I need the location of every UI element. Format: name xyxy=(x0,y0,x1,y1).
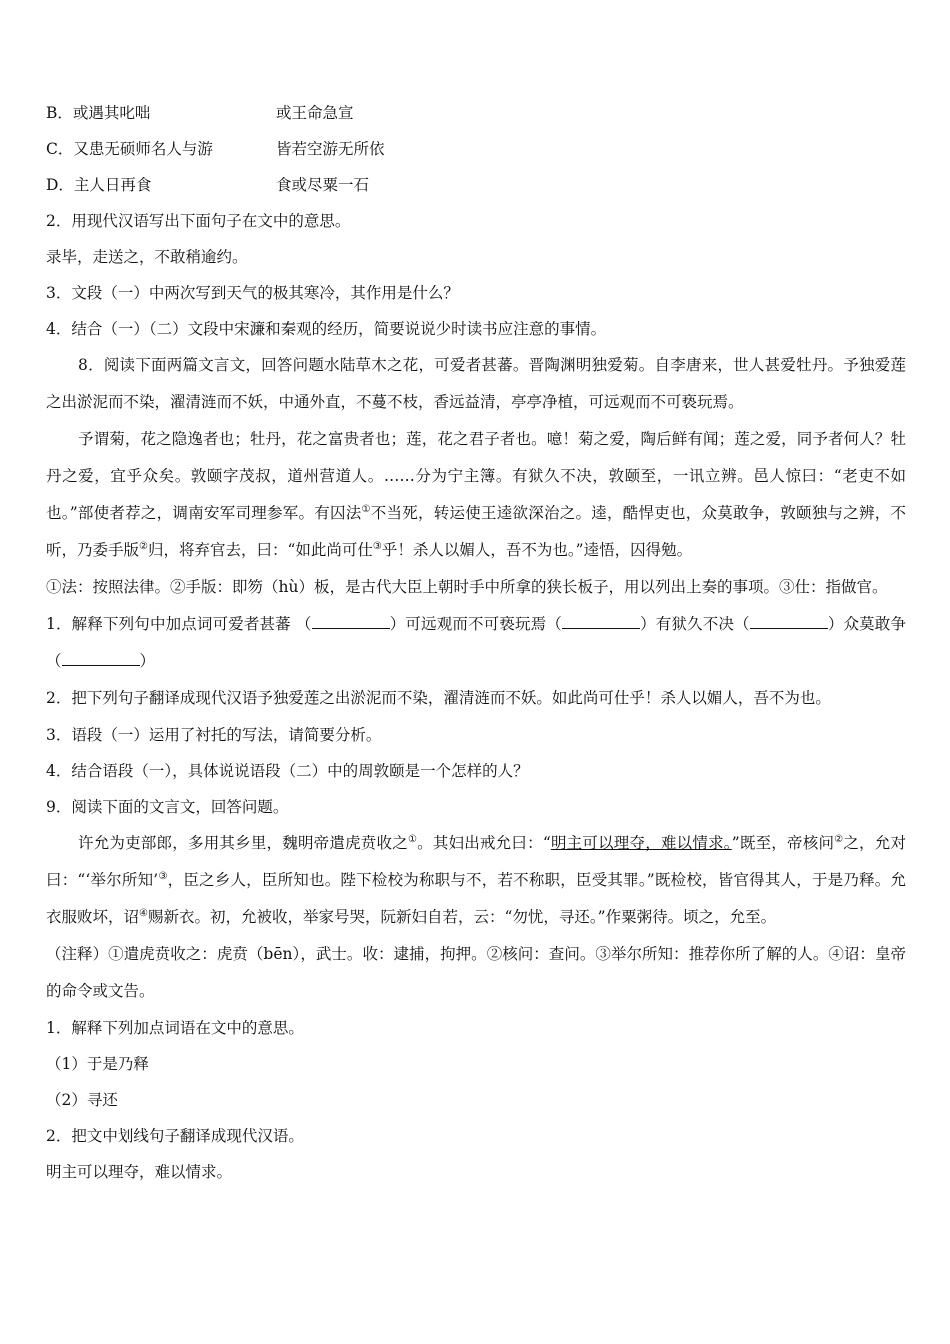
q9-question-1: 1．解释下列加点词语在文中的意思。 xyxy=(46,1019,304,1037)
q8-question-1 xyxy=(46,606,906,680)
answer-blank-3[interactable] xyxy=(750,612,828,629)
q9-question-1-item-1: （1）于是乃释 xyxy=(46,1055,149,1073)
option-c-compare: 皆若空游无所依 xyxy=(276,140,385,158)
q9-passage-part-d: 之，允对曰：“‘举尔所知’ xyxy=(46,834,906,889)
option-b-compare: 或王命急宣 xyxy=(276,104,354,122)
answer-blank-4[interactable] xyxy=(62,649,140,666)
q8-passage-2-part-b: 不当死，转运使王逵欲深治之。逵，酷悍吏也，众莫敢争，敦颐独与之辨，不听，乃委手版 xyxy=(46,504,906,559)
q9-notes: （注释）①遣虎贲收之：虎贲（bēn），武士。收：逮捕，拘押。②核问：查问。③举尔所知：推荐你所了解的人。④诏：皇帝的命令或文告。 xyxy=(46,945,906,1000)
q7-question-2-sentence: 录毕，走送之，不敢稍逾约。 xyxy=(46,248,248,266)
q9-question-1-item-2: （2）寻还 xyxy=(46,1091,118,1109)
q7-question-3: 3．文段（一）中两次写到天气的极其寒冷，其作用是什么？ xyxy=(46,284,459,302)
q7-question-2: 2．用现代汉语写出下面句子在文中的意思。 xyxy=(46,212,351,230)
footnote-marker-3: ③ xyxy=(372,540,382,552)
q8-question-4: 4．结合语段（一），具体说说语段（二）中的周敦颐是一个怎样的人？ xyxy=(46,762,529,780)
q9-intro: 9．阅读下面的文言文，回答问题。 xyxy=(46,798,289,816)
q9-passage-part-c: ”既至，帝核问 xyxy=(731,834,835,852)
answer-blank-1[interactable] xyxy=(312,612,390,629)
q8-passage-2-part-a: 予谓菊，花之隐逸者也；牡丹，花之富贵者也；莲，花之君子者也。噫！菊之爱，陶后鲜有闻；莲之爱，同予者何人？牡丹之爱，宜乎众矣。敦颐字茂叔，道州营道人。……分为宁主簿。有狱久不决，敦颐至，一讯立辨。邑人惊曰：“老吏不如也。”部使者荐之，调南安军司理参军。有囚法 xyxy=(46,430,906,522)
q8-passage-2 xyxy=(46,421,906,569)
option-b xyxy=(46,95,906,131)
q8-q1-text-d: ）众莫敢争（ xyxy=(46,615,906,670)
footnote-marker-4: ④ xyxy=(139,907,148,919)
q7-question-4: 4．结合（一）（二）文段中宋濂和秦观的经历，简要说说少时读书应注意的事情。 xyxy=(46,320,607,338)
option-d-compare: 食或尽粟一石 xyxy=(276,176,370,194)
q8-question-2: 2．把下列句子翻译成现代汉语予独爱莲之出淤泥而不染，濯清涟而不妖。如此尚可仕乎！杀人以媚人，吾不为也。 xyxy=(46,689,831,707)
footnote-marker-1: ① xyxy=(361,503,371,515)
answer-blank-2[interactable] xyxy=(562,612,640,629)
q8-passage-2-part-d: 乎！杀人以媚人，吾不为也。”逵悟，囚得勉。 xyxy=(381,541,693,559)
footnote-marker-2: ② xyxy=(834,833,844,845)
footnote-marker-3: ③ xyxy=(158,870,168,882)
q9-passage-part-f: 赐新衣。初，允被收，举家号哭，阮新妇自若，云：“勿忧，寻还。”作粟粥待。顷之，允至。 xyxy=(147,908,777,926)
q9-question-2-sentence: 明主可以理夺，难以情求。 xyxy=(46,1163,233,1181)
q9-passage-part-a: 许允为吏部郎，多用其乡里，魏明帝遣虎贲收之 xyxy=(78,834,408,852)
q9-passage-part-e: ，臣之乡人，臣所知也。陛下检校为称职与不，若不称职，臣受其罪。”既检校，皆官得其人，于是乃释。允衣服败坏，诏 xyxy=(46,871,907,926)
q8-q1-text-b: ）可远观而不可亵玩焉（ xyxy=(389,615,562,633)
q8-notes: ①法：按照法律。②手版：即笏（hù）板，是古代大臣上朝时手中所拿的狭长板子，用以列出上奏的事项。③仕：指做官。 xyxy=(46,578,888,596)
q8-q1-text-c: ）有狱久不决（ xyxy=(639,615,750,633)
option-d-label: D．主人日再食 xyxy=(46,176,152,194)
option-b-label: B．或遇其叱咄 xyxy=(46,104,151,122)
option-d xyxy=(46,167,906,203)
q9-question-2: 2．把文中划线句子翻译成现代汉语。 xyxy=(46,1127,304,1145)
q9-passage-part-b: 。其妇出戒允曰：“ xyxy=(417,834,551,852)
q8-question-3: 3．语段（一）运用了衬托的写法，请简要分析。 xyxy=(46,726,382,744)
q8-intro-passage: 8．阅读下面两篇文言文，回答问题水陆草木之花，可爱者甚蕃。晋陶渊明独爱菊。自李唐来，世人甚爱牡丹。予独爱莲之出淤泥而不染，濯清涟而不妖，中通外直，不蔓不枝，香远益清，亭亭净植，可远观而不可亵玩焉。 xyxy=(46,356,906,411)
q9-passage xyxy=(46,825,906,936)
underlined-sentence: 明主可以理夺，难以情求。 xyxy=(550,834,732,852)
q8-passage-2-part-c: 归，将弃官去，曰：“如此尚可仕 xyxy=(147,541,373,559)
option-c-label: C．又患无硕师名人与游 xyxy=(46,140,213,158)
footnote-marker-2: ② xyxy=(139,540,148,552)
q8-q1-text-e: ） xyxy=(139,652,156,670)
footnote-marker-1: ① xyxy=(407,833,418,845)
option-c xyxy=(46,131,906,167)
q8-q1-text-a: 1．解释下列句中加点词可爱者甚蕃 （ xyxy=(46,615,312,633)
